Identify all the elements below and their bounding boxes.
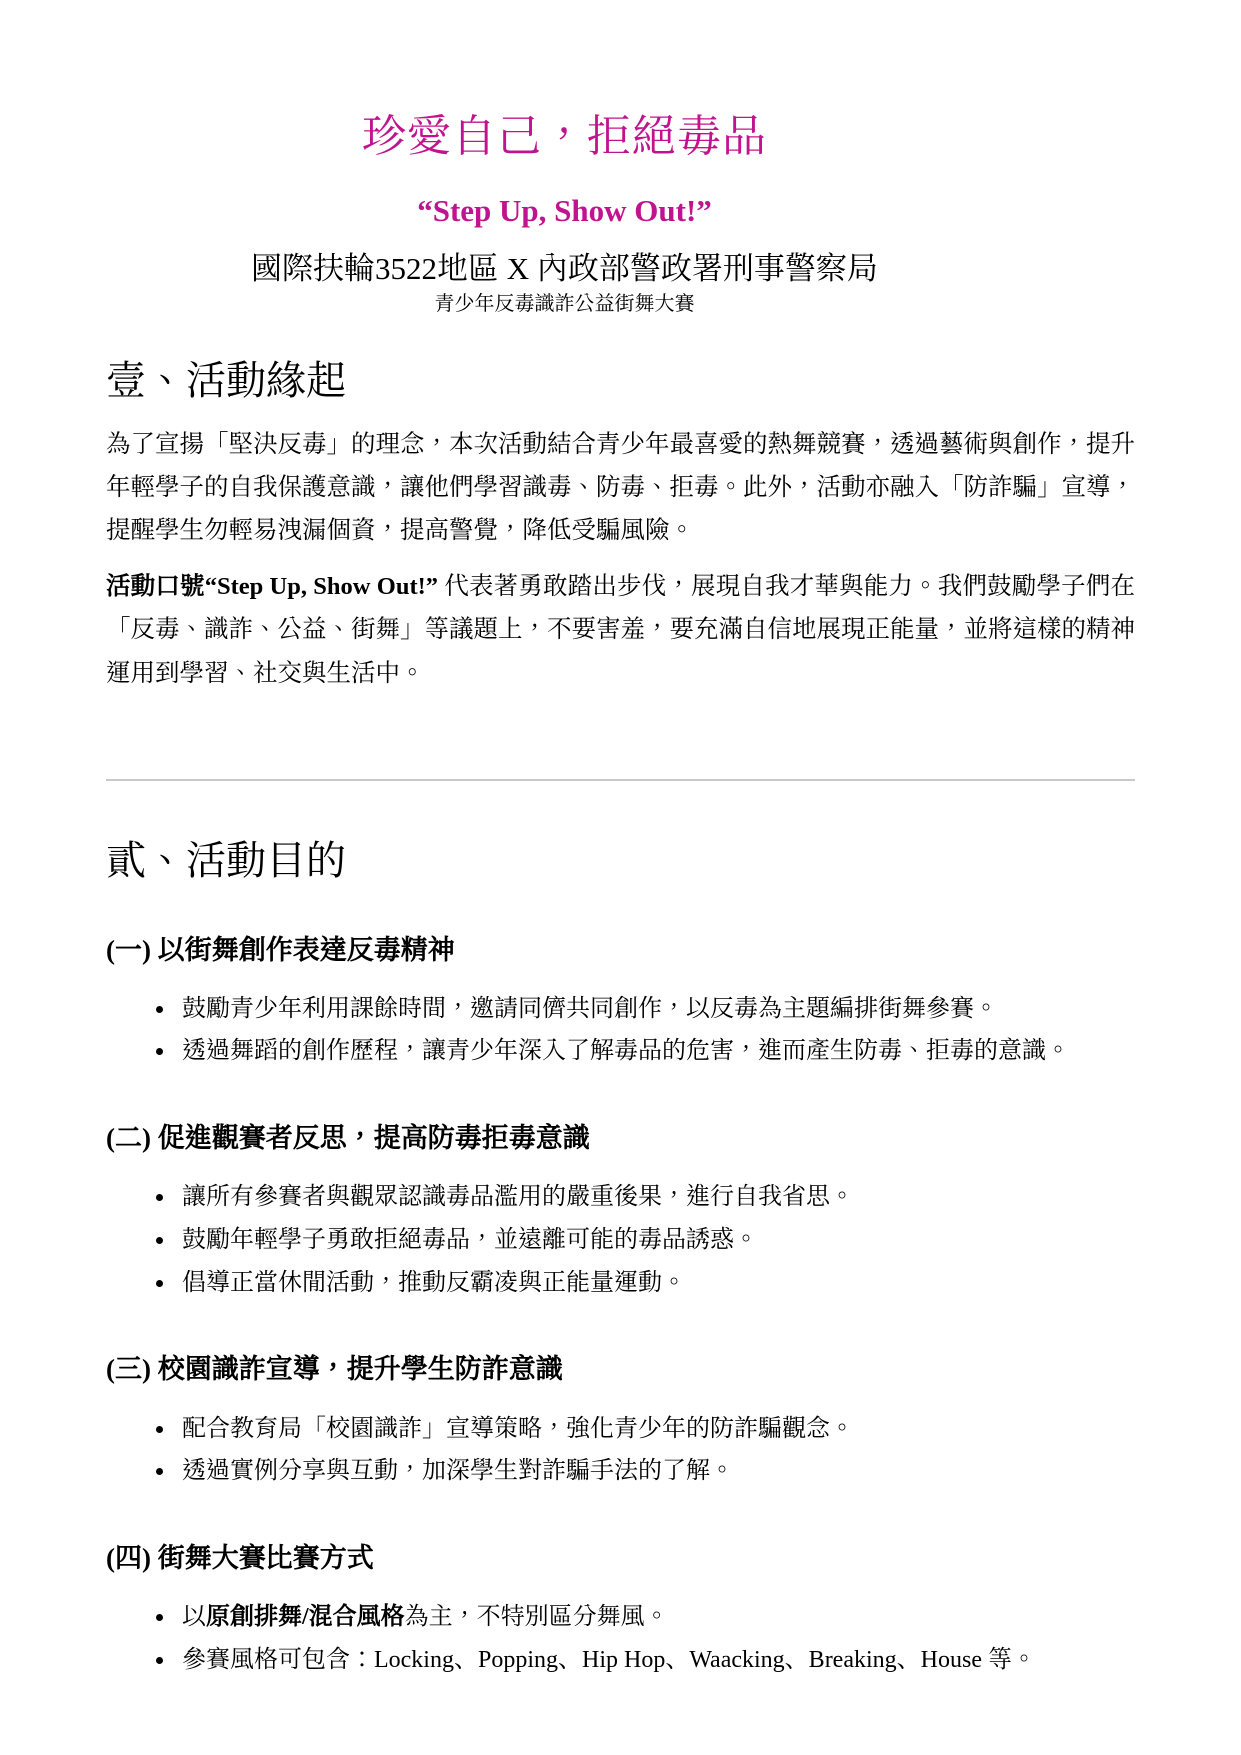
bullet-item: • 配合教育局「校園識詐」宣導策略，強化青少年的防詐騙觀念。 xyxy=(176,1408,1135,1451)
bullet-item: • 鼓勵年輕學子勇敢拒絕毒品，並遠離可能的毒品誘惑。 xyxy=(176,1219,1135,1262)
event-name-line: 青少年反毒識詐公益街舞大賽 xyxy=(434,292,695,315)
origin-paragraph-2 xyxy=(106,565,1135,694)
section-purpose-heading: 貳、活動目的 xyxy=(106,837,346,883)
bullet-item: • 透過舞蹈的創作歷程，讓青少年深入了解毒品的危害，進而產生防毒、拒毒的意識。 xyxy=(176,1030,1135,1073)
section-origin-heading: 壹、活動緣起 xyxy=(106,357,346,403)
section-divider xyxy=(106,779,1135,781)
bullet-item-pre: 以 xyxy=(182,1604,206,1631)
bullet-item-rest: 為主，不特別區分舞風。 xyxy=(404,1604,669,1631)
subsection-4-bullet-list xyxy=(106,1596,1135,1681)
document-header xyxy=(106,112,1023,317)
bullet-item: • 讓所有參賽者與觀眾認識毒品濫用的嚴重後果，進行自我省思。 xyxy=(176,1176,1135,1219)
subsection-2-bullet-list xyxy=(106,1176,1135,1304)
subsection-1-heading: (一) 以街舞創作表達反毒精神 xyxy=(106,934,455,965)
origin-paragraph-1: 為了宣揚「堅決反毒」的理念，本次活動結合青少年最喜愛的熱舞競賽，透過藝術與創作，提升年輕學子的自我保護意識，讓他們學習識毒、防毒、拒毒。此外，活動亦融入「防詐騙」宣導，提醒學生勿輕易洩漏個資，提高警覺，降低受騙風險。 xyxy=(106,430,1135,545)
subsection-3-heading: (三) 校園識詐宣導，提升學生防詐意識 xyxy=(106,1354,563,1385)
organizers-line: 國際扶輪3522地區 X 內政部警政署刑事警察局 xyxy=(251,251,878,287)
bullet-item: • 參賽風格可包含：Locking、Popping、Hip Hop、Waacking、Breaking、House 等。 xyxy=(176,1639,1135,1682)
bullet-item: • 透過實例分享與互動，加深學生對詐騙手法的了解。 xyxy=(176,1450,1135,1493)
bullet-item: • 倡導正當休閒活動，推動反霸凌與正能量運動。 xyxy=(176,1262,1135,1305)
bullet-item-bold: 原創排舞/混合風格 xyxy=(206,1604,405,1631)
document-title: 珍愛自己，拒絕毒品 xyxy=(362,112,767,161)
bullet-item: • 鼓勵青少年利用課餘時間，邀請同儕共同創作，以反毒為主題編排街舞參賽。 xyxy=(176,988,1135,1031)
bullet-item xyxy=(176,1596,1135,1639)
slogan-bold-lead: 活動口號“Step Up, Show Out!” xyxy=(106,573,439,601)
subsection-3-bullet-list xyxy=(106,1408,1135,1493)
document-slogan: “Step Up, Show Out!” xyxy=(417,192,712,228)
subsection-1-bullet-list xyxy=(106,988,1135,1073)
section-purpose xyxy=(106,837,1135,1682)
section-origin xyxy=(106,357,1135,695)
origin-paragraph-2-rest: 代表著勇敢踏出步伐，展現自我才華與能力。我們鼓勵學子們在「反毒、識詐、公益、街舞」等議題上，不要害羞，要充滿自信地展現正能量，並將這樣的精神運用到學習、社交與生活中。 xyxy=(106,573,1135,687)
subsection-2-heading: (二) 促進觀賽者反思，提高防毒拒毒意識 xyxy=(106,1123,590,1154)
subsection-4-heading: (四) 街舞大賽比賽方式 xyxy=(106,1542,374,1573)
